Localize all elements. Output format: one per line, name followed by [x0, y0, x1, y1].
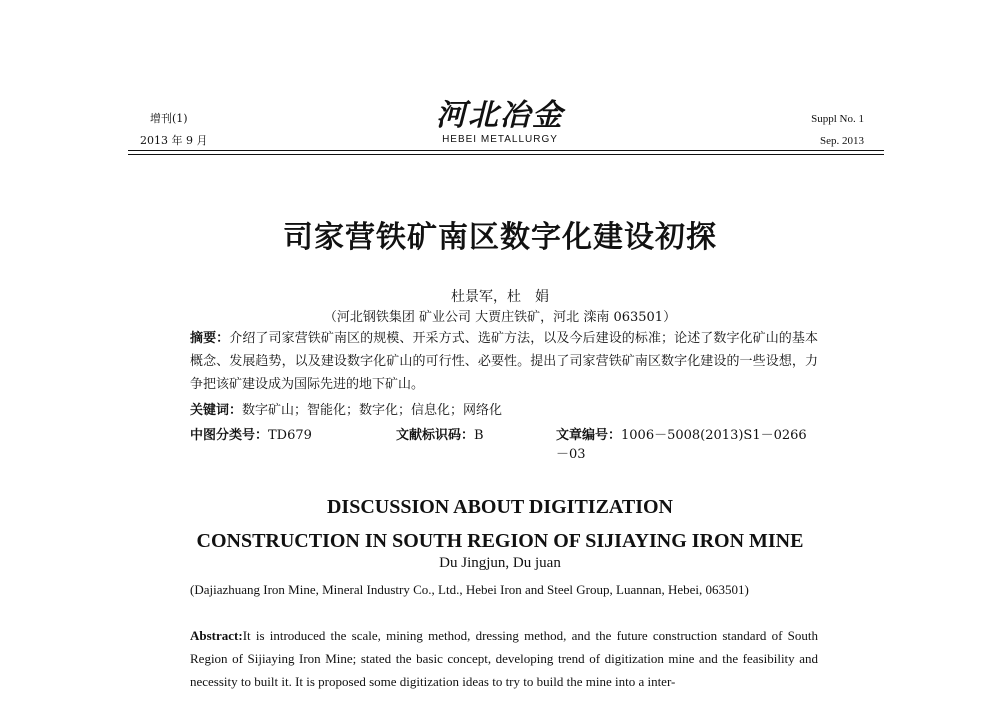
authors-en: Du Jingjun, Du juan — [439, 555, 561, 571]
article-no-value: 1006－5008(2013)S1－0266－03 — [556, 428, 807, 462]
date-en: Sep. 2013 — [820, 135, 864, 147]
header-rule-thick — [128, 150, 884, 151]
article-no-field — [556, 424, 818, 462]
title-en-line2: CONSTRUCTION IN SOUTH REGION OF SIJIAYING IRON MINE — [196, 530, 804, 552]
authors-cn: 杜景军，杜 娟 — [451, 289, 549, 305]
classification-row — [190, 424, 818, 462]
abstract-label-cn: 摘要： — [190, 331, 230, 346]
clc-label: 中图分类号： — [190, 428, 269, 443]
doc-code-value: B — [474, 428, 484, 443]
journal-name-en: HEBEI METALLURGY — [442, 134, 558, 145]
doc-code-label: 文献标识码： — [396, 428, 475, 443]
header-rule-thin — [128, 154, 884, 155]
abstract-text-en: It is introduced the scale, mining method, dressing method, and the future construction standard of South Region of Sijiaying Iron Mine; stated the basic concept, developing trend of digitization mine and the feasibility and necessity to built it. It is proposed some digitization ideas to try to build the mine into a inter- — [190, 628, 818, 689]
paper-title-cn: 司家营铁矿南区数字化建设初探 — [283, 220, 717, 255]
header-right — [811, 108, 864, 152]
journal-name-cn: 河北冶金 — [436, 98, 564, 133]
doc-code-field — [396, 424, 484, 443]
affiliation-en: (Dajiazhuang Iron Mine, Mineral Industry Co., Ltd., Hebei Iron and Steel Group, Luannan, Hebei, 063501) — [190, 582, 749, 597]
abstract-label-en: Abstract: — [190, 628, 243, 643]
article-no-label: 文章编号： — [556, 428, 622, 443]
affiliation-cn: （河北钢铁集团 矿业公司 大贾庄铁矿，河北 滦南 063501） — [323, 310, 677, 325]
keywords-cn — [190, 399, 502, 418]
issue-cn: 增刊(1) — [150, 112, 188, 125]
abstract-text-cn: 介绍了司家营铁矿南区的规模、开采方式、选矿方法，以及今后建设的标准；论述了数字化矿山的基本概念、发展趋势，以及建设数字化矿山的可行性、必要性。提出了司家营铁矿南区数字化建设的一些设想，力争把该矿建设成为国际先进的地下矿山。 — [190, 331, 818, 392]
keywords-label-cn: 关键词： — [190, 403, 243, 418]
issue-en: Suppl No. 1 — [811, 113, 864, 125]
abstract-en — [190, 624, 818, 693]
clc-value: TD679 — [268, 428, 312, 443]
paper-title-en — [0, 490, 1000, 558]
abstract-cn — [190, 327, 818, 396]
date-cn: 2013 年 9 月 — [140, 134, 208, 147]
keywords-text-cn: 数字矿山；智能化；数字化；信息化；网络化 — [242, 403, 503, 418]
title-en-line1: DISCUSSION ABOUT DIGITIZATION — [326, 496, 674, 518]
clc-field — [190, 428, 312, 443]
